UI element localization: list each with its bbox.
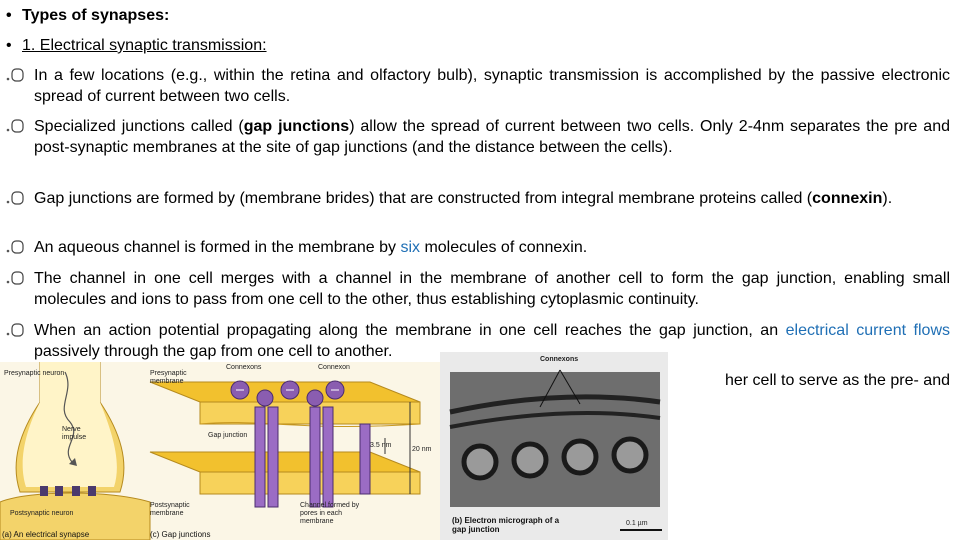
paragraph-3-text-c: ). [882,190,893,207]
paragraph-2-bold-gap-junctions: gap junctions [243,118,350,135]
checkbox-bullet-icon [6,189,26,207]
heading-types [6,6,169,26]
scale-bar-label: 0.1 µm [626,520,648,527]
caption-a: (a) An electrical synapse [2,530,90,539]
paragraph-3-text-a: Gap junctions are formed by (membrane brides) that are constructed from integral membrane proteins called ( [34,190,813,207]
figure-electron-micrograph [440,352,668,540]
paragraph-2-text-c: ) allow the spread of current between two cells. Only 2-4nm separates the pre and post-synaptic membranes at the site of gap junctions (and the distance between the cells). [34,118,951,156]
paragraph-3 [6,188,950,209]
paragraph-5-text: The channel in one cell merges with a channel in the membrane of another cell to form the gap junction, enabling small molecules and ions to pass from one cell to the other, thus establishing cytoplasmic continuity. [34,270,950,308]
checkbox-bullet-icon [6,269,26,287]
paragraph-6-blue-current: electrical current flows [785,322,950,339]
label-presynaptic-neuron: Presynaptic neuron [4,370,65,377]
label-channel-formed: Channel formed by pores in each membrane [300,502,360,525]
bullet-icon: • [6,37,12,54]
paragraph-7-fragment-right: her cell to serve as the pre- and [724,372,950,389]
paragraph-4-text-c: molecules of connexin. [420,239,588,256]
paragraph-6-text-a: When an action potential propagating along the membrane in one cell reaches the gap junction, an [34,322,786,339]
label-connexons: Connexons [226,364,262,371]
caption-b: (b) Electron micrograph of a gap junction [452,516,560,534]
heading-types-text: Types of synapses: [22,7,170,24]
paragraph-6-text-c: passively through the gap from one cell to another. [34,343,393,360]
label-postsynaptic-neuron: Postsynaptic neuron [10,510,74,517]
label-gap-junction: Gap junction [208,432,248,439]
paragraph-4 [6,237,950,258]
paragraph-1 [6,65,950,107]
label-micrograph-connexons: Connexons [540,356,579,363]
checkbox-bullet-icon [6,117,26,135]
micrograph-image [440,352,668,540]
paragraph-2 [6,116,950,158]
paragraph-4-blue-six: six [400,239,420,256]
checkbox-bullet-icon [6,321,26,339]
paragraph-4-text-a: An aqueous channel is formed in the membrane by [34,239,401,256]
label-gap-width: 3.5 nm [370,442,392,449]
checkbox-bullet-icon [6,66,26,84]
heading-electrical [6,36,267,56]
label-presynaptic-membrane: Presynaptic membrane [150,370,187,385]
label-connexon: Connexon [318,364,350,371]
checkbox-bullet-icon [6,238,26,256]
paragraph-5 [6,268,950,310]
paragraph-3-bold-connexin: connexin [812,190,883,207]
label-nerve-impulse: Nerve impulse [62,426,87,441]
label-total-width: 20 nm [412,446,432,453]
paragraph-1-text: In a few locations (e.g., within the retina and olfactory bulb), synaptic transmission is accomplished by the passive electronic spread of current between two cells. [34,67,950,105]
caption-c: (c) Gap junctions [150,530,211,539]
bullet-icon: • [6,7,12,24]
paragraph-2-text-a: Specialized junctions called ( [34,118,244,135]
heading-electrical-text: 1. Electrical synaptic transmission: [22,37,267,54]
label-postsynaptic-membrane: Postsynaptic membrane [150,502,190,517]
figure-electrical-synapse [0,362,440,540]
